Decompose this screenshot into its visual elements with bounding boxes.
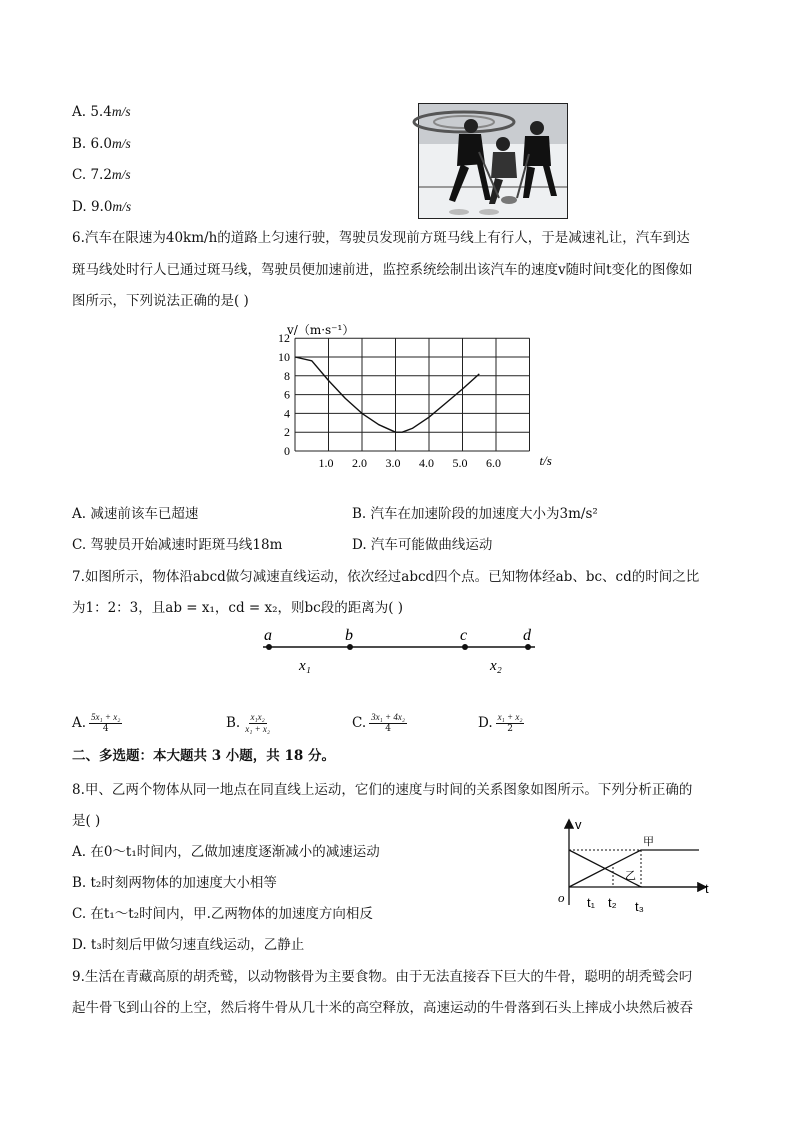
q6-vt-chart bbox=[250, 310, 552, 475]
x1-label: x₁ bbox=[299, 658, 311, 674]
q6-option-d: D. 汽车可能做曲线运动 bbox=[352, 537, 493, 553]
q5-option-c: C. 7.2m/s bbox=[72, 167, 131, 183]
y-tick-label: 10 bbox=[278, 350, 290, 364]
point-c-label: c bbox=[460, 627, 468, 644]
q7-option-a: A. $\frac{\text{5x₁ + x₂}}{4}$ bbox=[72, 712, 121, 734]
q8-option-d: D. t₃时刻后甲做匀速直线运动，乙静止 bbox=[72, 937, 305, 953]
q6-option-b: B. 汽车在加速阶段的加速度大小为3m/s² bbox=[352, 506, 598, 522]
q5-option-b: B. 6.0m/s bbox=[72, 136, 131, 152]
point-c-dot bbox=[462, 644, 468, 650]
q5-option-a: A. 5.4m/s bbox=[72, 104, 131, 120]
point-d-label: d bbox=[523, 627, 531, 644]
v-axis-label: v bbox=[575, 817, 582, 832]
x-tick-label: 2.0 bbox=[352, 456, 367, 470]
q6-line-3: 图所示，下列说法正确的是( ) bbox=[72, 293, 249, 309]
x-tick-label: 4.0 bbox=[419, 456, 434, 470]
q9-line-2: 起牛骨飞到山谷的上空，然后将牛骨从几十米的高空释放，高速运动的牛骨落到石头上摔成小块然后被吞 bbox=[72, 1000, 693, 1016]
q7-option-c: C. $\frac{\text{3x₁ + 4x₂}}{4}$ bbox=[352, 712, 405, 734]
jia-label: 甲 bbox=[643, 835, 654, 848]
yi-label: 乙 bbox=[625, 869, 636, 882]
q8-line-1: 8.甲、乙两个物体从同一地点在同直线上运动，它们的速度与时间的关系图象如图所示。下列分析正确的 bbox=[72, 782, 693, 798]
y-tick-label: 12 bbox=[278, 331, 290, 346]
q5-option-d: D. 9.0m/s bbox=[72, 199, 132, 215]
q8-option-a: A. 在0～t₁时间内，乙做加速度逐渐减小的减速运动 bbox=[72, 844, 380, 860]
q7-segment-figure bbox=[255, 622, 545, 682]
origin-label: o bbox=[558, 890, 565, 905]
x-tick-label: 6.0 bbox=[486, 456, 501, 470]
x-axis-label: t/s bbox=[539, 453, 552, 468]
curling-photo bbox=[418, 103, 568, 219]
y-tick-label: 6 bbox=[284, 387, 290, 402]
section-2-heading: 二、多选题：本大题共 3 小题，共 18 分。 bbox=[72, 748, 335, 764]
y-axis-label: v/（m·s⁻¹） bbox=[287, 323, 355, 338]
q6-option-c: C. 驾驶员开始减速时距斑马线18m bbox=[72, 537, 283, 553]
q8-vt-graph bbox=[555, 815, 725, 920]
q7-line-2: 为1：2：3，且ab = x₁，cd = x₂，则bc段的距离为( ) bbox=[72, 600, 404, 616]
t-axis-label: t bbox=[705, 881, 709, 896]
point-b-dot bbox=[347, 644, 353, 650]
x-tick-label: 1.0 bbox=[318, 456, 334, 470]
y-tick-label: 8 bbox=[284, 368, 290, 383]
q7-option-b: B. $\frac{\text{x₁x₂}}{\text{x₁ + x₂}}$ bbox=[226, 712, 271, 734]
x-tick-label: 3.0 bbox=[385, 456, 401, 470]
x2-label: x₂ bbox=[490, 658, 502, 674]
point-b-label: b bbox=[345, 627, 353, 644]
q7-line-1: 7.如图所示，物体沿abcd做匀减速直线运动，依次经过abcd四个点。已知物体经ab、bc、cd的时间之比 bbox=[72, 569, 700, 585]
x-tick-label: 5.0 bbox=[452, 456, 468, 470]
y-tick-label: 0 bbox=[284, 444, 290, 458]
tick-t3: t₃ bbox=[635, 899, 644, 914]
q6-option-a: A. 减速前该车已超速 bbox=[72, 506, 199, 522]
q7-option-d: D. $\frac{\text{x₁ + x₂}}{2}$ bbox=[478, 712, 523, 734]
q9-line-1: 9.生活在青藏高原的胡秃鹫，以动物骸骨为主要食物。由于无法直接吞下巨大的牛骨，聪明的胡秃鹫会叼 bbox=[72, 969, 693, 985]
q6-line-1: 6.汽车在限速为40km/h的道路上匀速行驶，驾驶员发现前方斑马线上有行人，于是减速礼让，汽车到达 bbox=[72, 230, 690, 246]
tick-t2: t₂ bbox=[608, 895, 617, 910]
point-a-dot bbox=[266, 644, 272, 650]
q8-option-c: C. 在t₁～t₂时间内，甲.乙两物体的加速度方向相反 bbox=[72, 906, 373, 922]
point-a-label: a bbox=[264, 627, 272, 644]
q6-line-2: 斑马线处时行人已通过斑马线，驾驶员便加速前进，监控系统绘制出该汽车的速度v随时间t变化的图像如 bbox=[72, 262, 693, 278]
q8-line-2: 是( ) bbox=[72, 813, 101, 829]
y-tick-label: 4 bbox=[284, 406, 290, 421]
point-d-dot bbox=[525, 644, 531, 650]
tick-t1: t₁ bbox=[587, 895, 595, 910]
q8-option-b: B. t₂时刻两物体的加速度大小相等 bbox=[72, 875, 277, 891]
y-tick-label: 2 bbox=[284, 425, 290, 440]
